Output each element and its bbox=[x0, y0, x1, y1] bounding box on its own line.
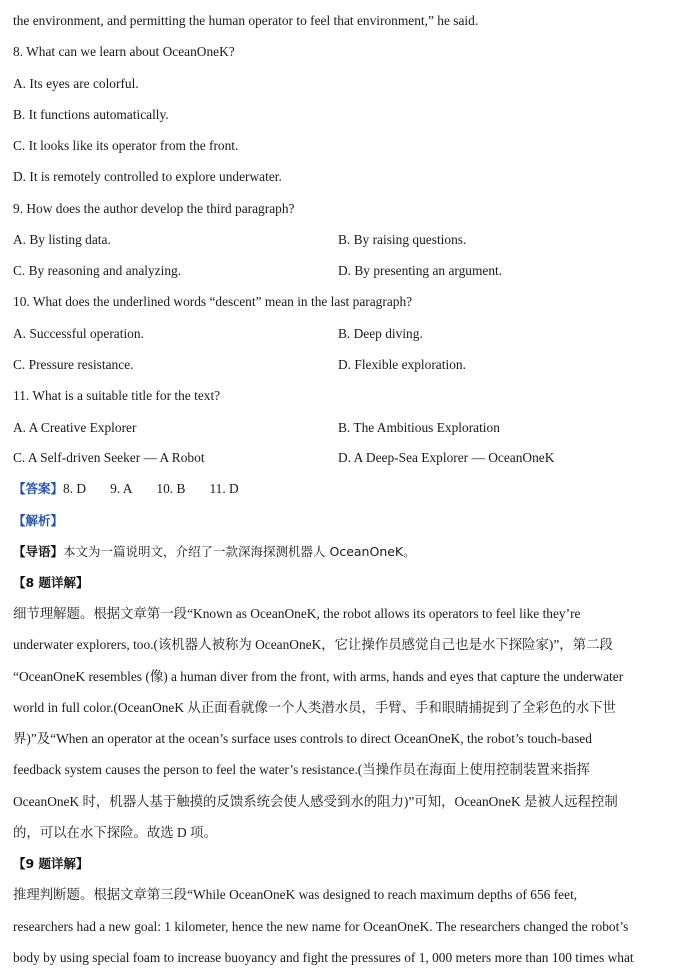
q10-option-d: D. Flexible exploration. bbox=[338, 357, 466, 372]
answer-item: 10. B bbox=[156, 481, 186, 496]
q9-option-b: B. By raising questions. bbox=[338, 232, 467, 247]
analysis-label: 【解析】 bbox=[13, 513, 64, 528]
q9-option-c: C. By reasoning and analyzing. bbox=[13, 263, 182, 278]
q11-option-a: A. A Creative Explorer bbox=[13, 420, 137, 435]
detail8-line: OceanOneK 时，机器人基于触摸的反馈系统会使人感受到水的阻力)”可知，OceanOneK 是被人远程控制 bbox=[13, 794, 618, 809]
q9-option-a: A. By listing data. bbox=[13, 232, 111, 247]
answer-item: 9. A bbox=[110, 481, 133, 496]
detail9-heading bbox=[13, 855, 669, 873]
question-10: 10. What does the underlined words “descent” mean in the last paragraph? bbox=[13, 294, 413, 309]
detail8-line: feedback system causes the person to feel the water’s resistance.(当操作员在海面上使用控制装置来指挥 bbox=[13, 762, 590, 777]
question-11: 11. What is a suitable title for the text? bbox=[13, 388, 221, 403]
q8-option-b: B. It functions automatically. bbox=[13, 107, 169, 122]
guide-label: 【导语】 bbox=[13, 544, 64, 559]
question-9: 9. How does the author develop the third paragraph? bbox=[13, 201, 295, 216]
answer-row bbox=[13, 480, 669, 498]
q8-option-d: D. It is remotely controlled to explore underwater. bbox=[13, 169, 282, 184]
detail8-heading bbox=[13, 574, 669, 592]
guide-text: 本文为一篇说明文，介绍了一款深海探测机器人 OceanOneK。 bbox=[63, 544, 416, 559]
detail8-label: 【8 题详解】 bbox=[13, 575, 89, 590]
answer-item: 8. D bbox=[63, 481, 87, 496]
detail9-label: 【9 题详解】 bbox=[13, 856, 89, 871]
q10-option-c: C. Pressure resistance. bbox=[13, 357, 134, 372]
paragraph-ending-line: the environment, and permitting the human operator to feel that environment,” he said. bbox=[13, 13, 479, 28]
q11-option-b: B. The Ambitious Exploration bbox=[338, 420, 500, 435]
q11-option-d: D. A Deep-Sea Explorer — OceanOneK bbox=[338, 450, 555, 465]
q11-option-c: C. A Self-driven Seeker — A Robot bbox=[13, 450, 205, 465]
q10-option-a: A. Successful operation. bbox=[13, 326, 144, 341]
detail8-line: “OceanOneK resembles (像) a human diver from the front, with arms, hands and eyes that capture the underwater bbox=[13, 669, 624, 684]
q8-option-c: C. It looks like its operator from the front. bbox=[13, 138, 239, 153]
q8-option-a: A. Its eyes are colorful. bbox=[13, 76, 139, 91]
detail8-line: 界)”及“When an operator at the ocean’s surface uses controls to direct OceanOneK, the robot’s touch-based bbox=[13, 731, 592, 746]
detail8-line: world in full color.(OceanOneK 从正面看就像一个人类潜水员，手臂、手和眼睛捕捉到了全彩色的水下世 bbox=[13, 700, 616, 715]
q9-option-d: D. By presenting an argument. bbox=[338, 263, 503, 278]
q10-option-b: B. Deep diving. bbox=[338, 326, 423, 341]
analysis-row bbox=[13, 512, 669, 530]
detail8-line: underwater explorers, too.(该机器人被称为 OceanOneK，它让操作员感觉自己也是水下探险家)”，第二段 bbox=[13, 637, 613, 652]
question-8: 8. What can we learn about OceanOneK? bbox=[13, 44, 235, 59]
detail8-line: 细节理解题。根据文章第一段“Known as OceanOneK, the robot allows its operators to feel like they’re bbox=[13, 606, 581, 621]
detail9-line: body by using special foam to increase buoyancy and fight the pressures of 1, 000 meters more than 100 times what bbox=[13, 950, 634, 965]
detail9-line: researchers had a new goal: 1 kilometer, hence the new name for OceanOneK. The researchers changed the robot’s bbox=[13, 919, 629, 934]
detail8-line: 的，可以在水下探险。故选 D 项。 bbox=[13, 825, 217, 840]
answer-item: 11. D bbox=[209, 481, 239, 496]
answer-label: 【答案】 bbox=[13, 481, 64, 496]
detail9-line: 推理判断题。根据文章第三段“While OceanOneK was designed to reach maximum depths of 656 feet, bbox=[13, 887, 578, 902]
guide-row bbox=[13, 543, 669, 561]
